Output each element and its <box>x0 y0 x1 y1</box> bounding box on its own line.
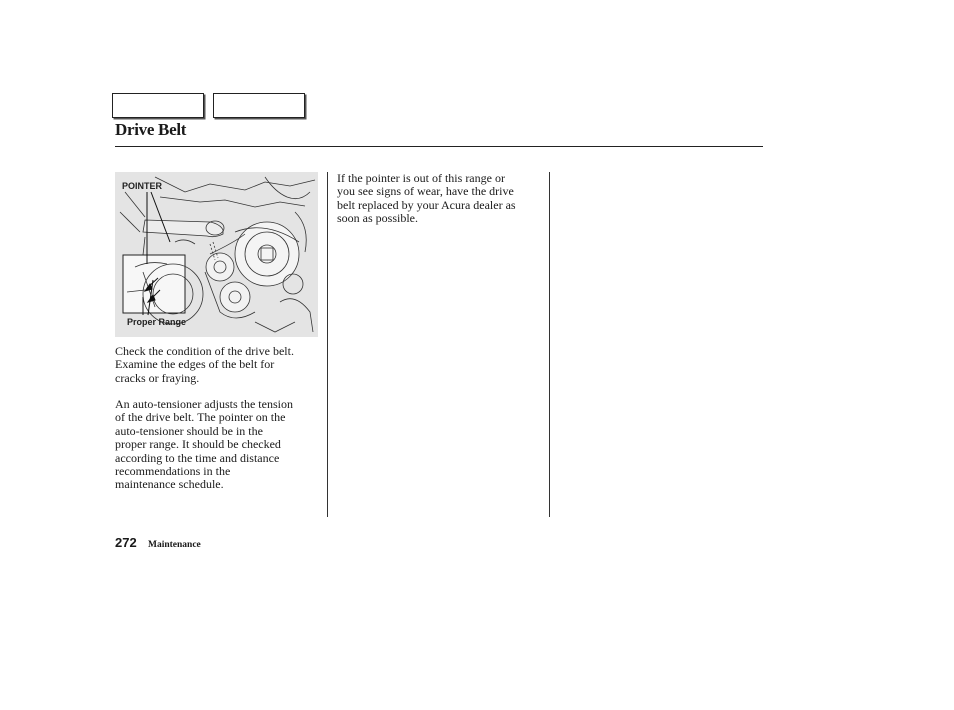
proper-range-label: Proper Range <box>127 317 187 327</box>
column-divider-1 <box>327 172 328 517</box>
nav-tab-1[interactable] <box>112 93 204 118</box>
paragraph-belt-condition: Check the condition of the drive belt. Examine the edges of the belt for cracks or fraying. <box>115 344 294 385</box>
title-rule <box>115 146 763 147</box>
pointer-label: POINTER <box>122 181 163 191</box>
paragraph-replacement: If the pointer is out of this range or you see signs of wear, have the drive belt replaced by your Acura dealer as soon as possible. <box>337 171 516 226</box>
page-title: Drive Belt <box>115 120 187 139</box>
nav-tab-2[interactable] <box>213 93 305 118</box>
page-number: 272 <box>115 535 137 550</box>
paragraph-auto-tensioner: An auto-tensioner adjusts the tension of the drive belt. The pointer on the auto-tensioner should be in the proper range. It should be checked according to the time and distance recommendations in the maintenance schedule. <box>115 397 293 492</box>
auto-tensioner-illustration <box>115 172 318 337</box>
column-divider-2 <box>549 172 550 517</box>
section-name: Maintenance <box>148 540 201 550</box>
engine-drawing <box>115 172 318 337</box>
